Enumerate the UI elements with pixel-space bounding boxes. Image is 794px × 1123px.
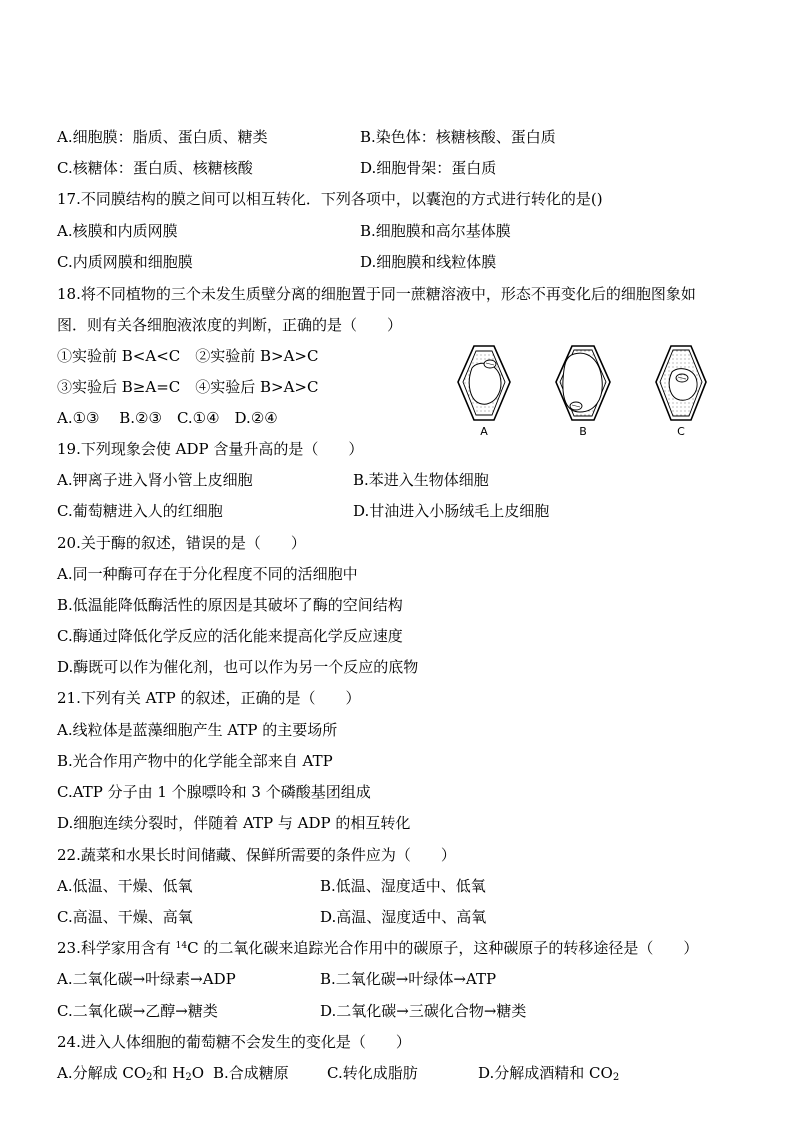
q21-option-a: A.线粒体是蓝藻细胞产生 ATP 的主要场所 [57,721,338,739]
q23-option-a: A.二氧化碳→叶绿素→ADP [57,970,236,988]
q24-a-text-2: 和 H [152,1064,186,1082]
q24-stem: 24.进入人体细胞的葡萄糖不会发生的变化是（ ） [57,1033,411,1051]
q24-option-d [478,1063,619,1083]
q23-option-b: B.二氧化碳→叶绿体→ATP [320,970,497,988]
q19-option-c: C.葡萄糖进入人的红细胞 [57,502,223,520]
q16-option-b: B.染色体：核糖核酸、蛋白质 [360,128,556,146]
q17-option-d: D.细胞膜和线粒体膜 [360,253,497,271]
q19-option-b: B.苯进入生物体细胞 [353,471,489,489]
q19-stem: 19.下列现象会使 ADP 含量升高的是（ ） [57,440,364,458]
q22-stem: 22.蔬菜和水果长时间储藏、保鲜所需要的条件应为（ ） [57,846,456,864]
q24-a-sub-1: 2 [146,1072,153,1083]
q24-option-b: B.合成糖原 [213,1064,289,1082]
q23-stem [57,938,698,958]
q18-cell-figure [448,342,728,442]
q20-option-d: D.酶既可以作为催化剂，也可以作为另一个反应的底物 [57,658,419,676]
q17-option-b: B.细胞膜和高尔基体膜 [360,222,511,240]
q23-isotope-superscript: 14 [175,941,188,951]
q24-option-c: C.转化成脂肪 [327,1064,418,1082]
q24-a-text-3: O [191,1064,205,1082]
q17-option-c: C.内质网膜和细胞膜 [57,253,193,271]
q24-a-text-1: A.分解成 CO [57,1064,147,1082]
q21-stem: 21.下列有关 ATP 的叙述，正确的是（ ） [57,689,361,707]
q23-stem-suffix: C 的二氧化碳来追踪光合作用中的碳原子，这种碳原子的转移途径是（ ） [187,939,699,957]
q24-d-sub: 2 [612,1072,620,1083]
q20-option-b: B.低温能降低酶活性的原因是其破坏了酶的空间结构 [57,596,403,614]
q24-d-text: D.分解成酒精和 CO [478,1064,613,1082]
q19-option-a: A.钾离子进入肾小管上皮细胞 [57,471,253,489]
q17-option-a: A.核膜和内质网膜 [57,222,178,240]
cell-label-c: C [677,425,685,438]
q23-option-c: C.二氧化碳→乙醇→糖类 [57,1002,218,1020]
q24-option-a [57,1063,204,1083]
q19-option-d: D.甘油进入小肠绒毛上皮细胞 [353,502,550,520]
q20-option-c: C.酶通过降低化学反应的活化能来提高化学反应速度 [57,627,403,645]
q24-a-sub-2: 2 [185,1072,192,1083]
q16-option-a: A.细胞膜：脂质、蛋白质、糖类 [57,128,268,146]
cell-label-b: B [579,425,587,438]
cell-b-diagram [556,346,610,420]
q23-option-d: D.二氧化碳→三碳化合物→糖类 [320,1002,527,1020]
q20-option-a: A.同一种酶可存在于分化程度不同的活细胞中 [57,565,358,583]
q23-stem-prefix: 23.科学家用含有 [57,939,176,957]
q16-option-d: D.细胞骨架：蛋白质 [360,159,497,177]
q22-option-b: B.低温、湿度适中、低氧 [320,877,486,895]
q16-option-c: C.核糖体：蛋白质、核糖核酸 [57,159,253,177]
q18-stem-line2: 图．则有关各细胞液浓度的判断，正确的是（ ） [57,316,403,334]
q18-stem-line1: 18.将不同植物的三个未发生质壁分离的细胞置于同一蔗糖溶液中，形态不再变化后的细胞图象如 [57,285,696,303]
q21-option-b: B.光合作用产物中的化学能全部来自 ATP [57,752,333,770]
q18-statement-1-2: ①实验前 B<A<C ②实验前 B>A>C [57,347,319,365]
q21-option-c: C.ATP 分子由 1 个腺嘌呤和 3 个磷酸基团组成 [57,783,371,801]
cell-a-diagram [458,346,510,420]
q21-option-d: D.细胞连续分裂时，伴随着 ATP 与 ADP 的相互转化 [57,814,411,832]
q18-choices: A.①③ B.②③ C.①④ D.②④ [57,409,278,427]
q22-option-d: D.高温、湿度适中、高氧 [320,908,487,926]
cell-label-a: A [480,425,488,438]
q22-option-c: C.高温、干燥、高氧 [57,908,193,926]
q20-stem: 20.关于酶的叙述，错误的是（ ） [57,534,306,552]
q17-stem: 17.不同膜结构的膜之间可以相互转化．下列各项中，以囊泡的方式进行转化的是() [57,190,603,208]
cell-c-diagram [656,346,706,420]
q22-option-a: A.低温、干燥、低氧 [57,877,193,895]
q18-statement-3-4: ③实验后 B≥A=C ④实验后 B>A>C [57,378,319,396]
